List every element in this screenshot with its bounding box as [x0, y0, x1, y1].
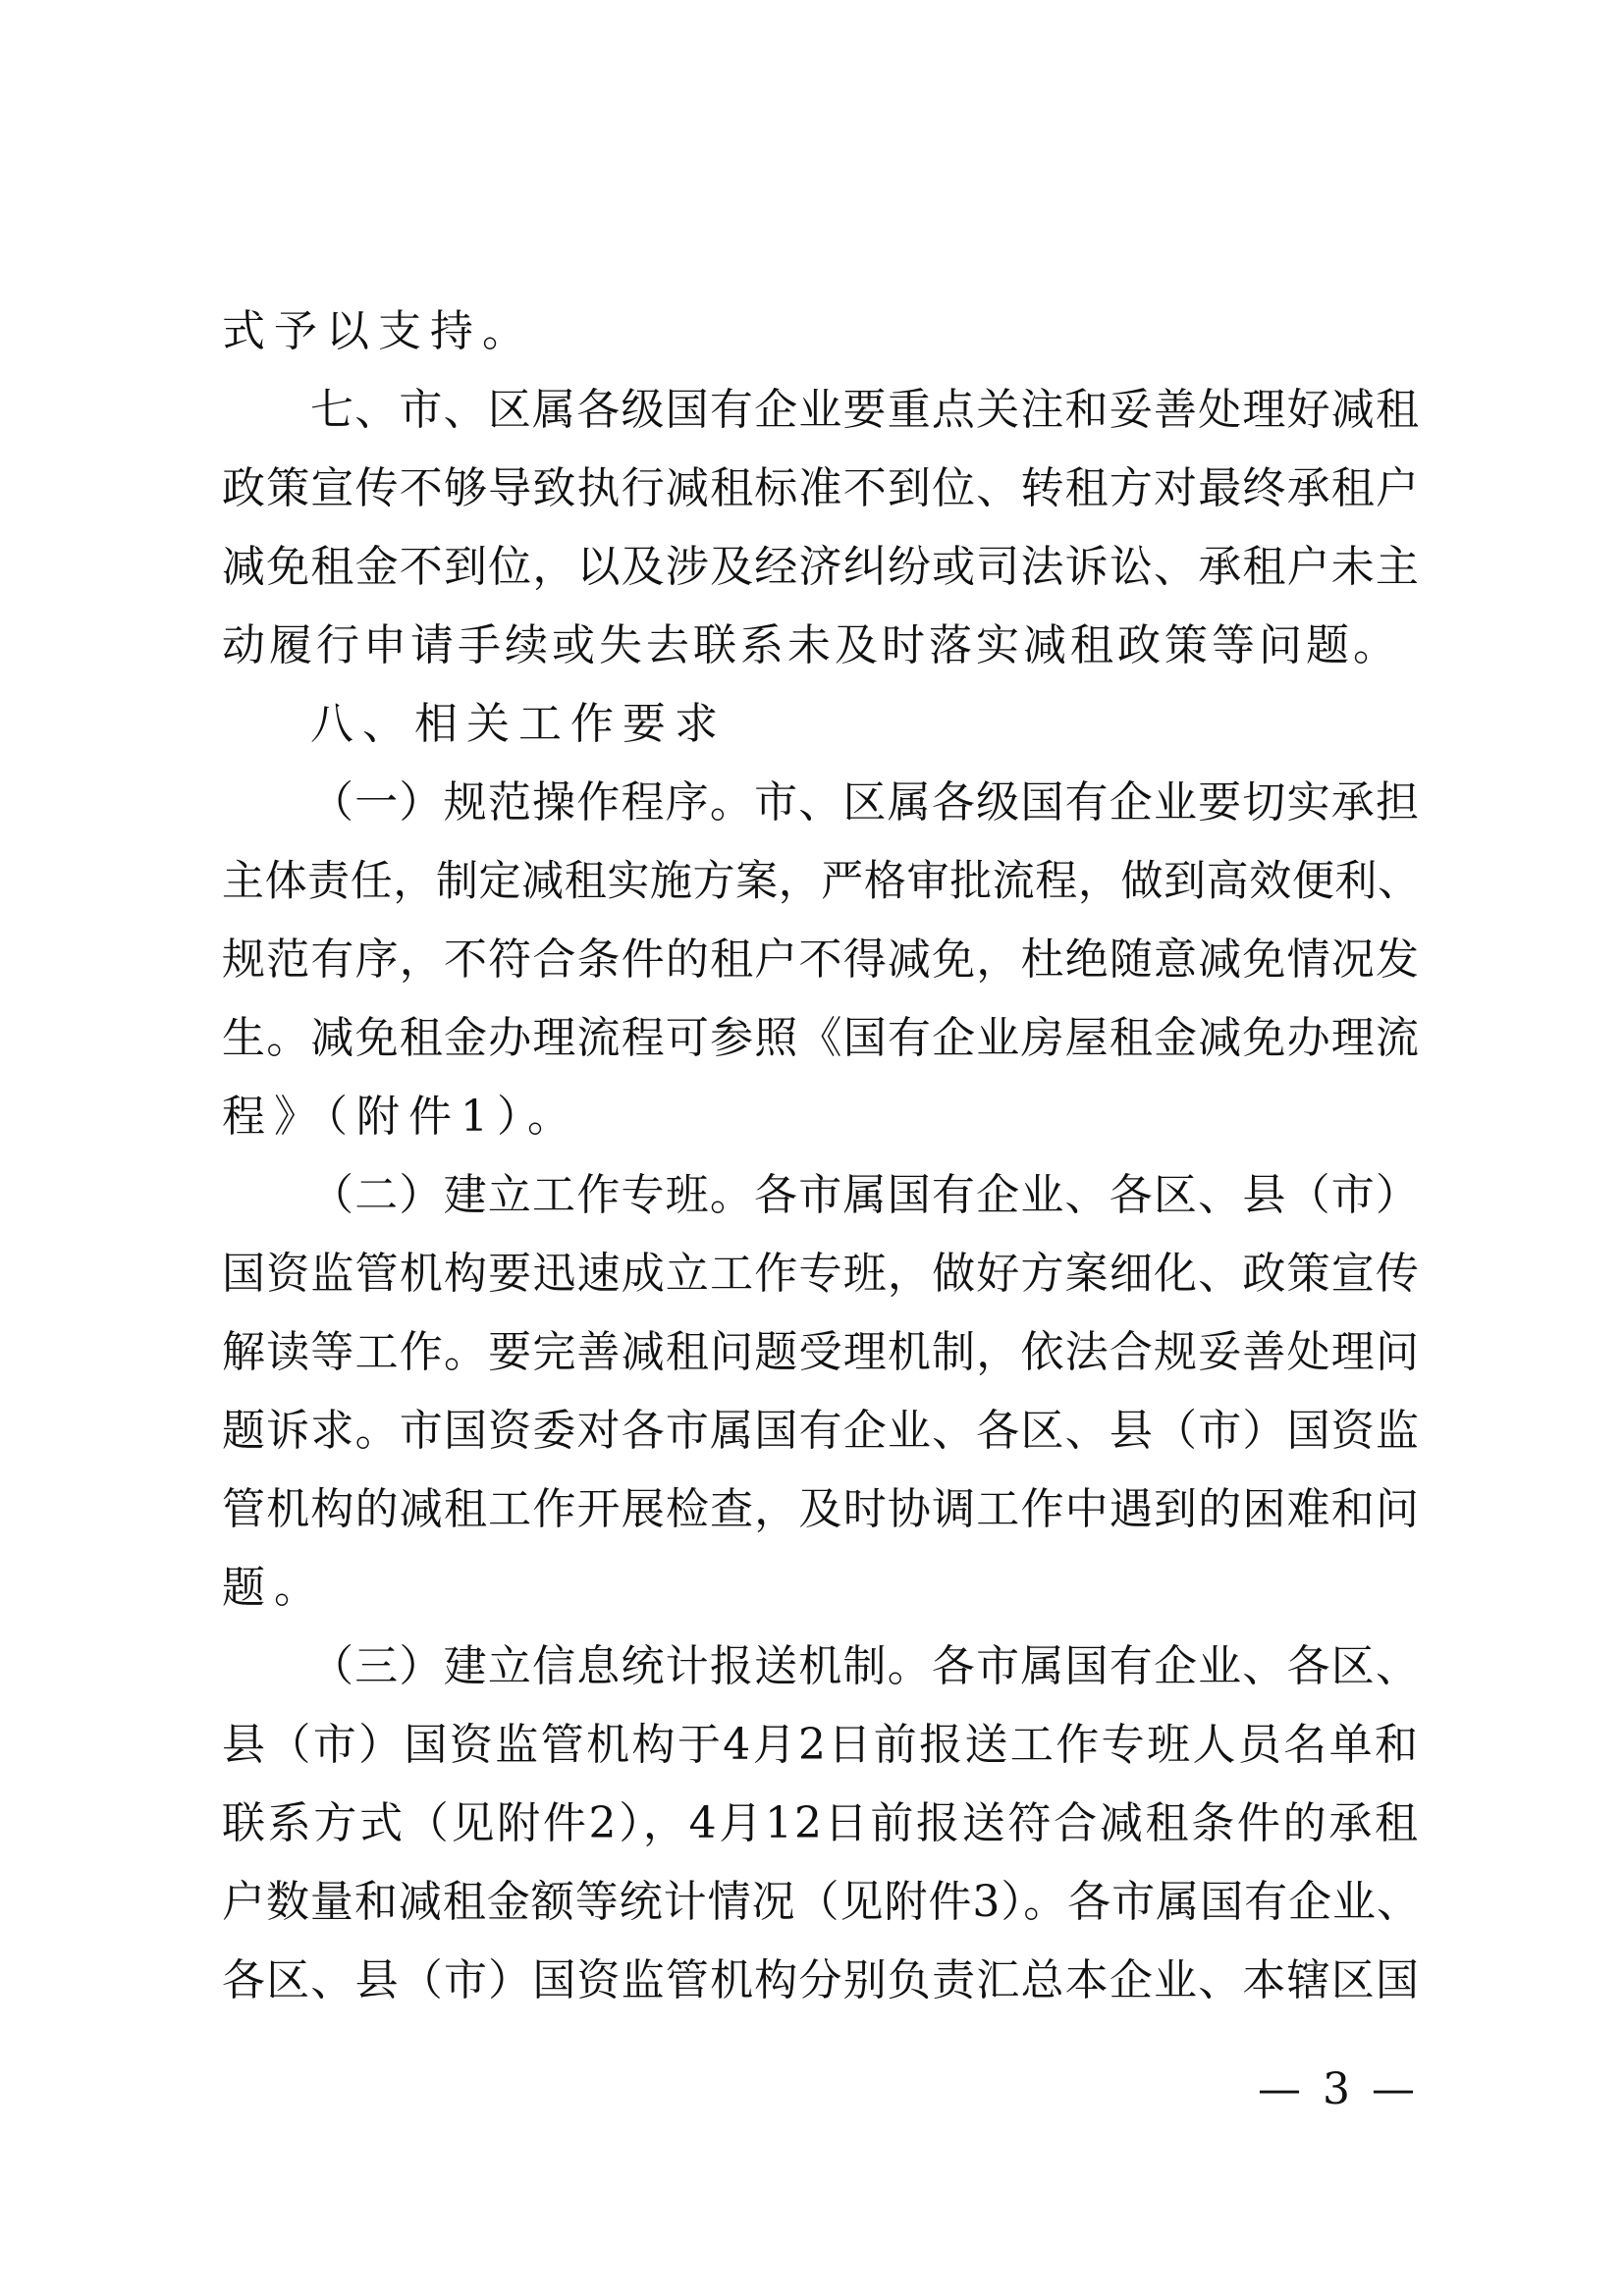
- body-line: 各区、县（市）国资监管机构分别负责汇总本企业、本辖区国: [222, 1955, 1420, 2005]
- body-line: 规范有序，不符合条件的租户不得减免，杜绝随意减免情况发: [222, 934, 1420, 985]
- body-line: 程》（附件1）。: [222, 1092, 579, 1142]
- body-line: 生。减免租金办理流程可参照《国有企业房屋租金减免办理流: [222, 1013, 1420, 1063]
- body-line: 联系方式（见附件2），4月12日前报送符合减租条件的承租: [222, 1798, 1420, 1848]
- body-line: 户数量和减租金额等统计情况（见附件3）。各市属国有企业、: [222, 1877, 1420, 1927]
- body-line: 动履行申请手续或失去联系未及时落实减租政策等问题。: [222, 620, 1400, 670]
- body-line: 主体责任，制定减租实施方案，严格审批流程，做到高效便利、: [222, 857, 1420, 906]
- body-line: 减免租金不到位，以及涉及经济纠纷或司法诉讼、承租户未主: [222, 542, 1420, 592]
- body-line: 县（市）国资监管机构于4月2日前报送工作专班人员名单和: [222, 1720, 1420, 1770]
- body-line: （二）建立工作专班。各市属国有企业、各区、县（市）: [310, 1170, 1420, 1220]
- body-line: 七、市、区属各级国有企业要重点关注和妥善处理好减租: [310, 385, 1420, 435]
- body-line: 式予以支持。: [222, 306, 534, 356]
- body-line: 政策宣传不够导致执行减租标准不到位、转租方对最终承租户: [222, 463, 1420, 513]
- body-line: 解读等工作。要完善减租问题受理机制，依法合规妥善处理问: [222, 1327, 1420, 1377]
- body-line: 题。: [222, 1563, 326, 1613]
- body-line: 国资监管机构要迅速成立工作专班，做好方案细化、政策宣传: [222, 1249, 1420, 1299]
- body-line: （一）规范操作程序。市、区属各级国有企业要切实承担: [310, 777, 1420, 828]
- body-line: 管机构的减租工作开展检查，及时协调工作中遇到的困难和问: [222, 1484, 1420, 1534]
- section-heading: 八、相关工作要求: [310, 699, 727, 749]
- body-line: 题诉求。市国资委对各市属国有企业、各区、县（市）国资监: [222, 1406, 1420, 1456]
- body-line: （三）建立信息统计报送机制。各市属国有企业、各区、: [310, 1641, 1420, 1691]
- page-number: — 3 —: [1258, 2064, 1419, 2114]
